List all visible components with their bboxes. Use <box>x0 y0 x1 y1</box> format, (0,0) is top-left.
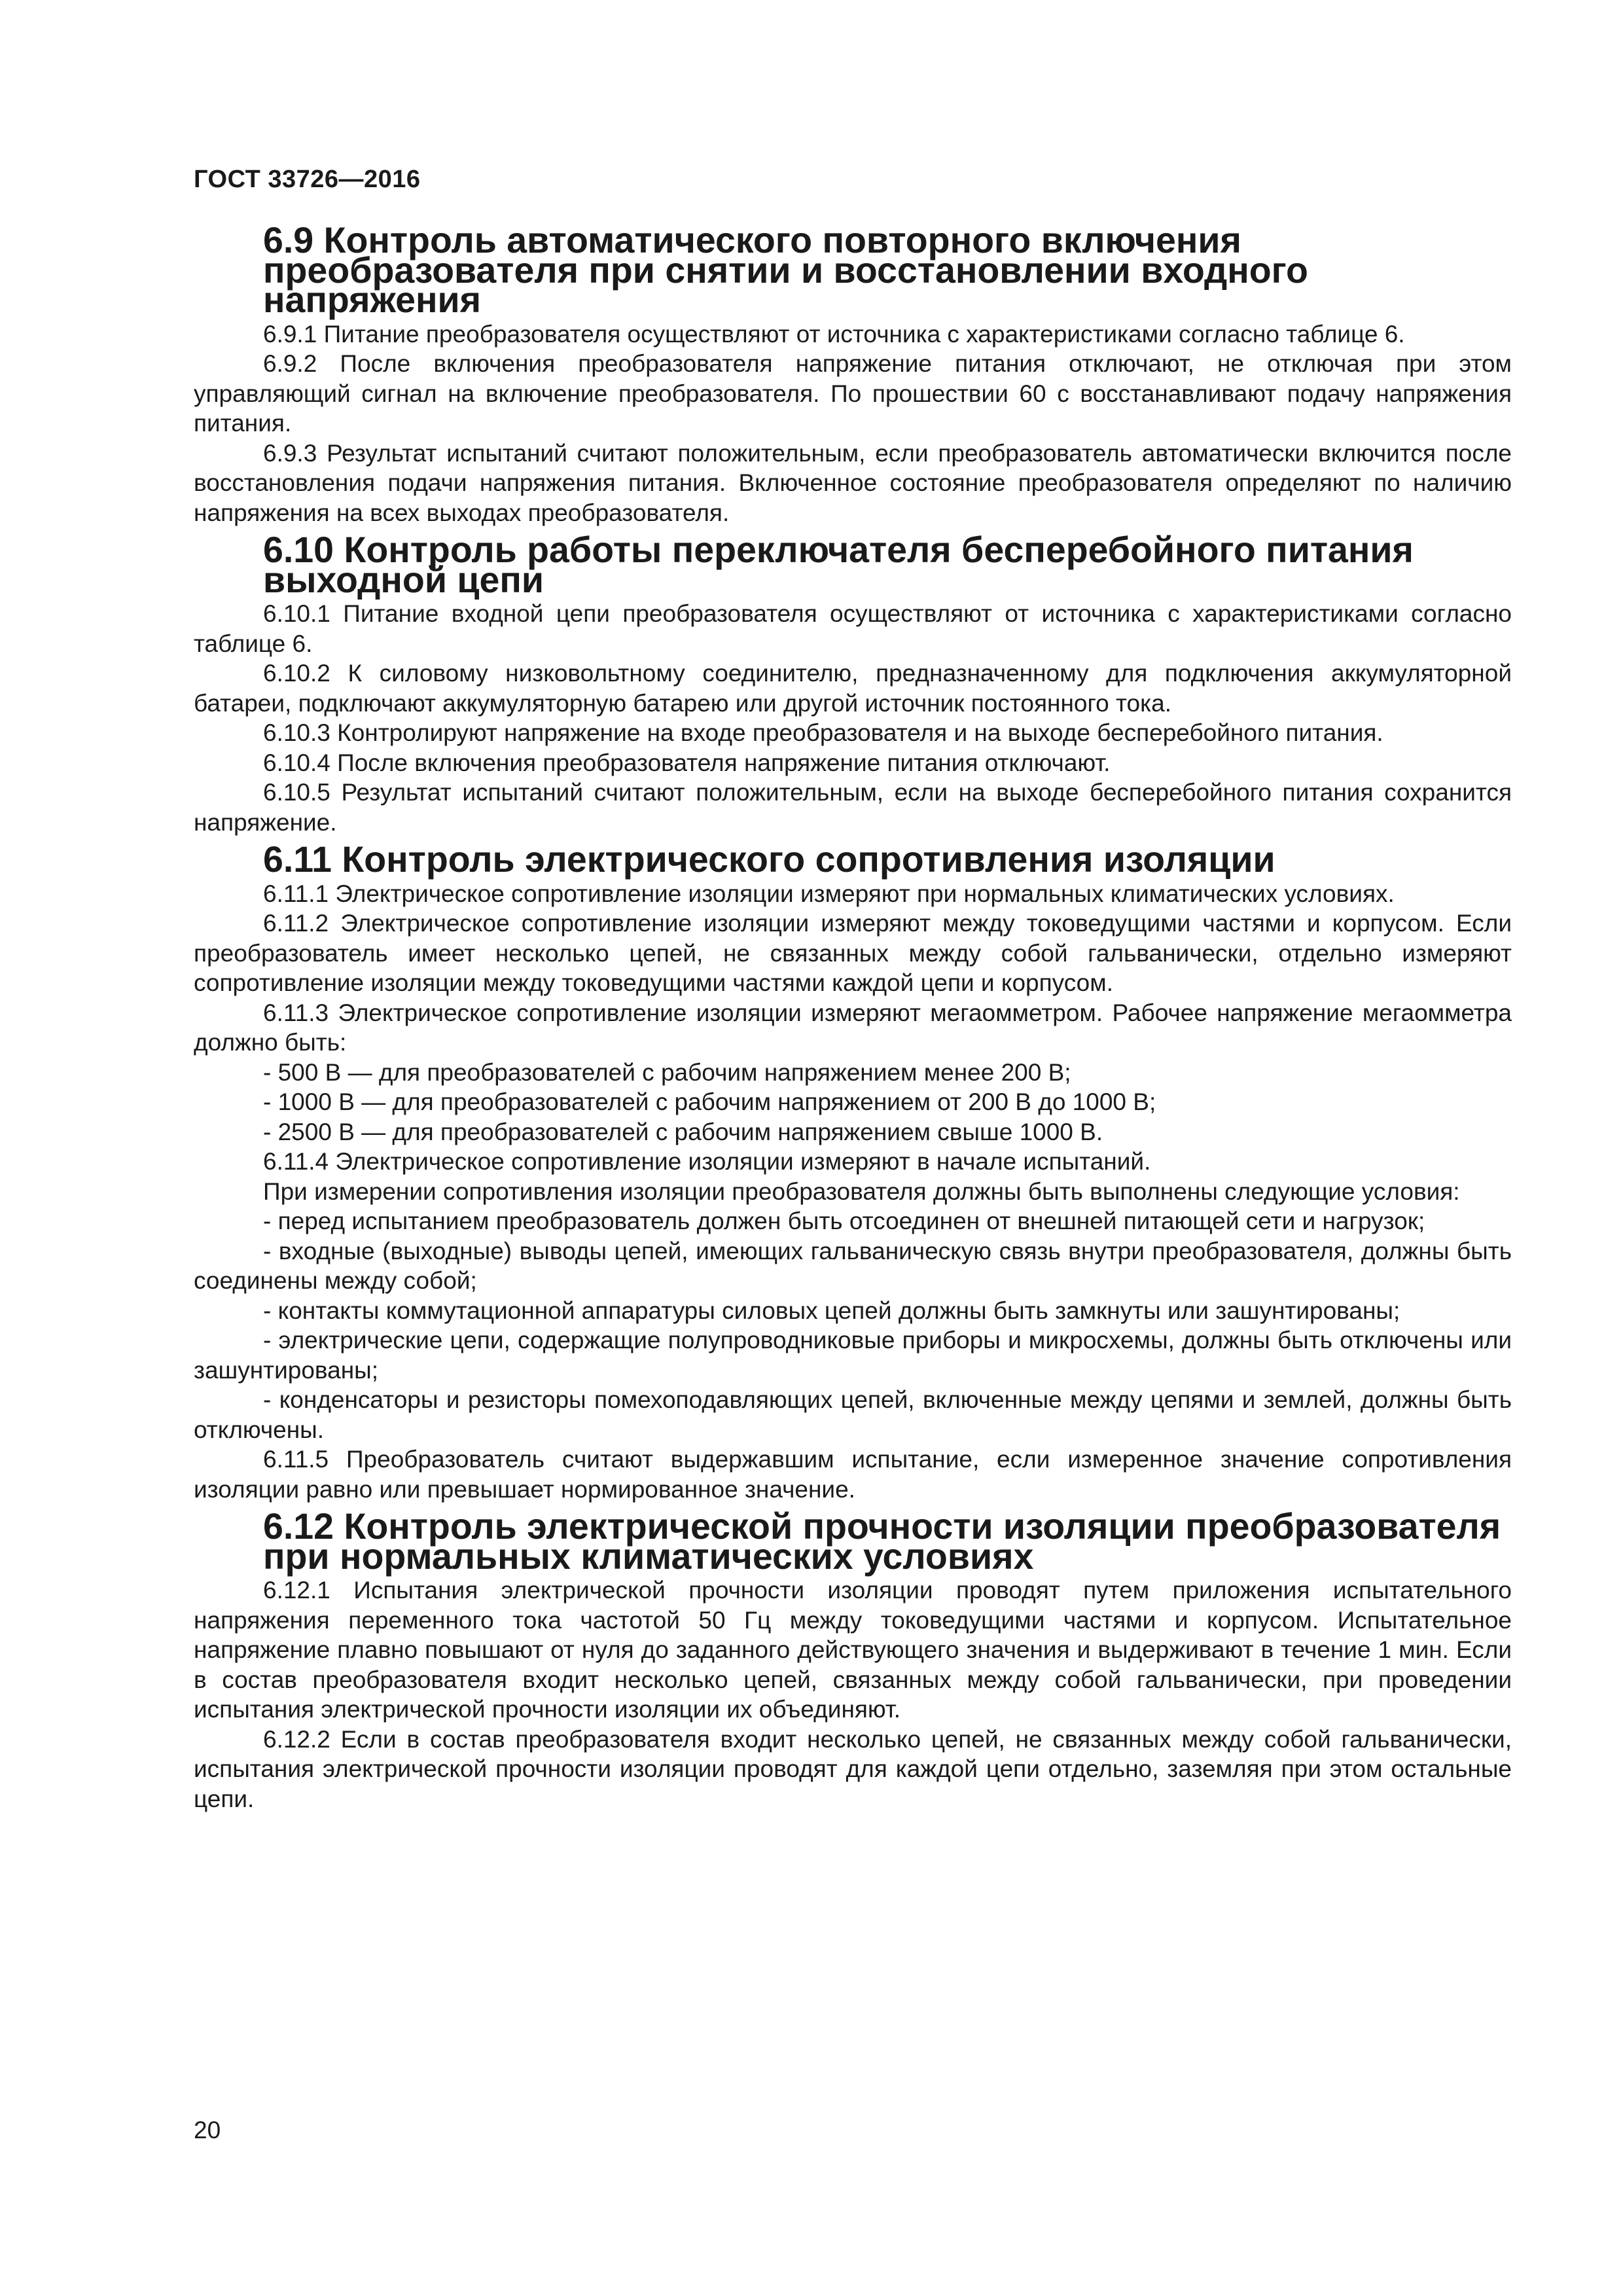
paragraph-6-10-2: 6.10.2 К силовому низковольтному соединителю, предназначенному для подключения аккумуляторной батареи, подключают аккумуляторную батарею или другой источник постоянного тока. <box>194 660 1512 717</box>
section-heading-6-12: 6.12 Контроль электрической прочности изоляции преобразователя при нормальных климатических условиях <box>263 1506 1501 1577</box>
paragraph-6-12-2: 6.12.2 Если в состав преобразователя входит несколько цепей, не связанных между собой гальванически, испытания электрической прочности изоляции проводят для каждой цепи отдельно, заземляя при этом остальные цепи. <box>194 1725 1512 1812</box>
condition-list-item: - конденсаторы и резисторы помехоподавляющих цепей, включенные между цепями и землей, должны быть отключены. <box>194 1386 1512 1443</box>
voltage-list-item: - 2500 В — для преобразователей с рабочим напряжением свыше 1000 В. <box>263 1118 1103 1145</box>
paragraph-6-9-3: 6.9.3 Результат испытаний считают положительным, если преобразователь автоматически включится после восстановления подачи напряжения питания. Включенное состояние преобразователя определяют по наличию напряжения на всех выходах преобразователя. <box>194 439 1512 526</box>
condition-list-item: - перед испытанием преобразователь должен быть отсоединен от внешней питающей сети и нагрузок; <box>263 1208 1425 1234</box>
paragraph-6-11-5: 6.11.5 Преобразователь считают выдержавшим испытание, если измеренное значение сопротивления изоляции равно или превышает нормированное значение. <box>194 1446 1512 1503</box>
paragraph-6-10-4: 6.10.4 После включения преобразователя напряжение питания отключают. <box>263 749 1111 776</box>
paragraph-6-10-1: 6.10.1 Питание входной цепи преобразователя осуществляют от источника с характеристиками согласно таблице 6. <box>194 600 1512 657</box>
paragraph-6-12-1: 6.12.1 Испытания электрической прочности изоляции проводят путем приложения испытательного напряжения переменного тока частотой 50 Гц между токоведущими частями и корпусом. Испытательное напряжение плавно повышают от нуля до заданного действующего значения и выдерживают в течение 1 мин. Если в состав преобразователя входит несколько цепей, связанных между собой гальванически, при проведении испытания электрической прочности изоляции их объединяют. <box>194 1577 1512 1723</box>
page-number: 20 <box>194 2117 221 2144</box>
paragraph-6-11-2: 6.11.2 Электрическое сопротивление изоляции измеряют между токоведущими частями и корпусом. Если преобразователь имеет несколько цепей, не связанных между собой гальванически, отдельно измеряют сопротивление изоляции между токоведущими частями каждой цепи и корпусом. <box>194 910 1512 996</box>
paragraph-6-11-3: 6.11.3 Электрическое сопротивление изоляции измеряют мегаомметром. Рабочее напряжение мегаомметра должно быть: <box>194 999 1512 1056</box>
voltage-list-item: - 500 В — для преобразователей с рабочим напряжением менее 200 В; <box>263 1058 1071 1086</box>
paragraph-6-10-3: 6.10.3 Контролируют напряжение на входе преобразователя и на выходе бесперебойного питания. <box>263 719 1383 746</box>
condition-list-item: - электрические цепи, содержащие полупроводниковые приборы и микросхемы, должны быть отключены или зашунтированы; <box>194 1327 1512 1384</box>
section-heading-6-10: 6.10 Контроль работы переключателя бесперебойного питания выходной цепи <box>263 529 1414 600</box>
condition-list-item: - входные (выходные) выводы цепей, имеющих гальваническую связь внутри преобразователя, должны быть соединены между собой; <box>194 1237 1512 1294</box>
paragraph-6-11-4: 6.11.4 Электрическое сопротивление изоляции измеряют в начале испытаний. <box>263 1148 1151 1175</box>
condition-list-item: - контакты коммутационной аппаратуры силовых цепей должны быть замкнуты или зашунтированы; <box>263 1297 1400 1324</box>
paragraph-6-10-5: 6.10.5 Результат испытаний считают положительным, если на выходе бесперебойного питания сохранится напряжение. <box>194 779 1512 836</box>
document-body <box>194 220 1512 1814</box>
paragraph-conditions-intro: При измерении сопротивления изоляции преобразователя должны быть выполнены следующие условия: <box>263 1177 1460 1205</box>
paragraph-6-9-2: 6.9.2 После включения преобразователя напряжение питания отключают, не отключая при этом управляющий сигнал на включение преобразователя. По прошествии 60 с восстанавливают подачу напряжения питания. <box>194 350 1512 437</box>
section-heading-6-9: 6.9 Контроль автоматического повторного включения преобразователя при снятии и восстановлении входного напряжения <box>263 220 1308 320</box>
paragraph-6-9-1: 6.9.1 Питание преобразователя осуществляют от источника с характеристиками согласно таблице 6. <box>263 320 1405 348</box>
section-heading-6-11: 6.11 Контроль электрического сопротивления изоляции <box>263 839 1275 880</box>
document-header: ГОСТ 33726—2016 <box>194 166 421 193</box>
paragraph-6-11-1: 6.11.1 Электрическое сопротивление изоляции измеряют при нормальных климатических условиях. <box>263 880 1395 907</box>
voltage-list-item: - 1000 В — для преобразователей с рабочим напряжением от 200 В до 1000 В; <box>263 1088 1156 1115</box>
